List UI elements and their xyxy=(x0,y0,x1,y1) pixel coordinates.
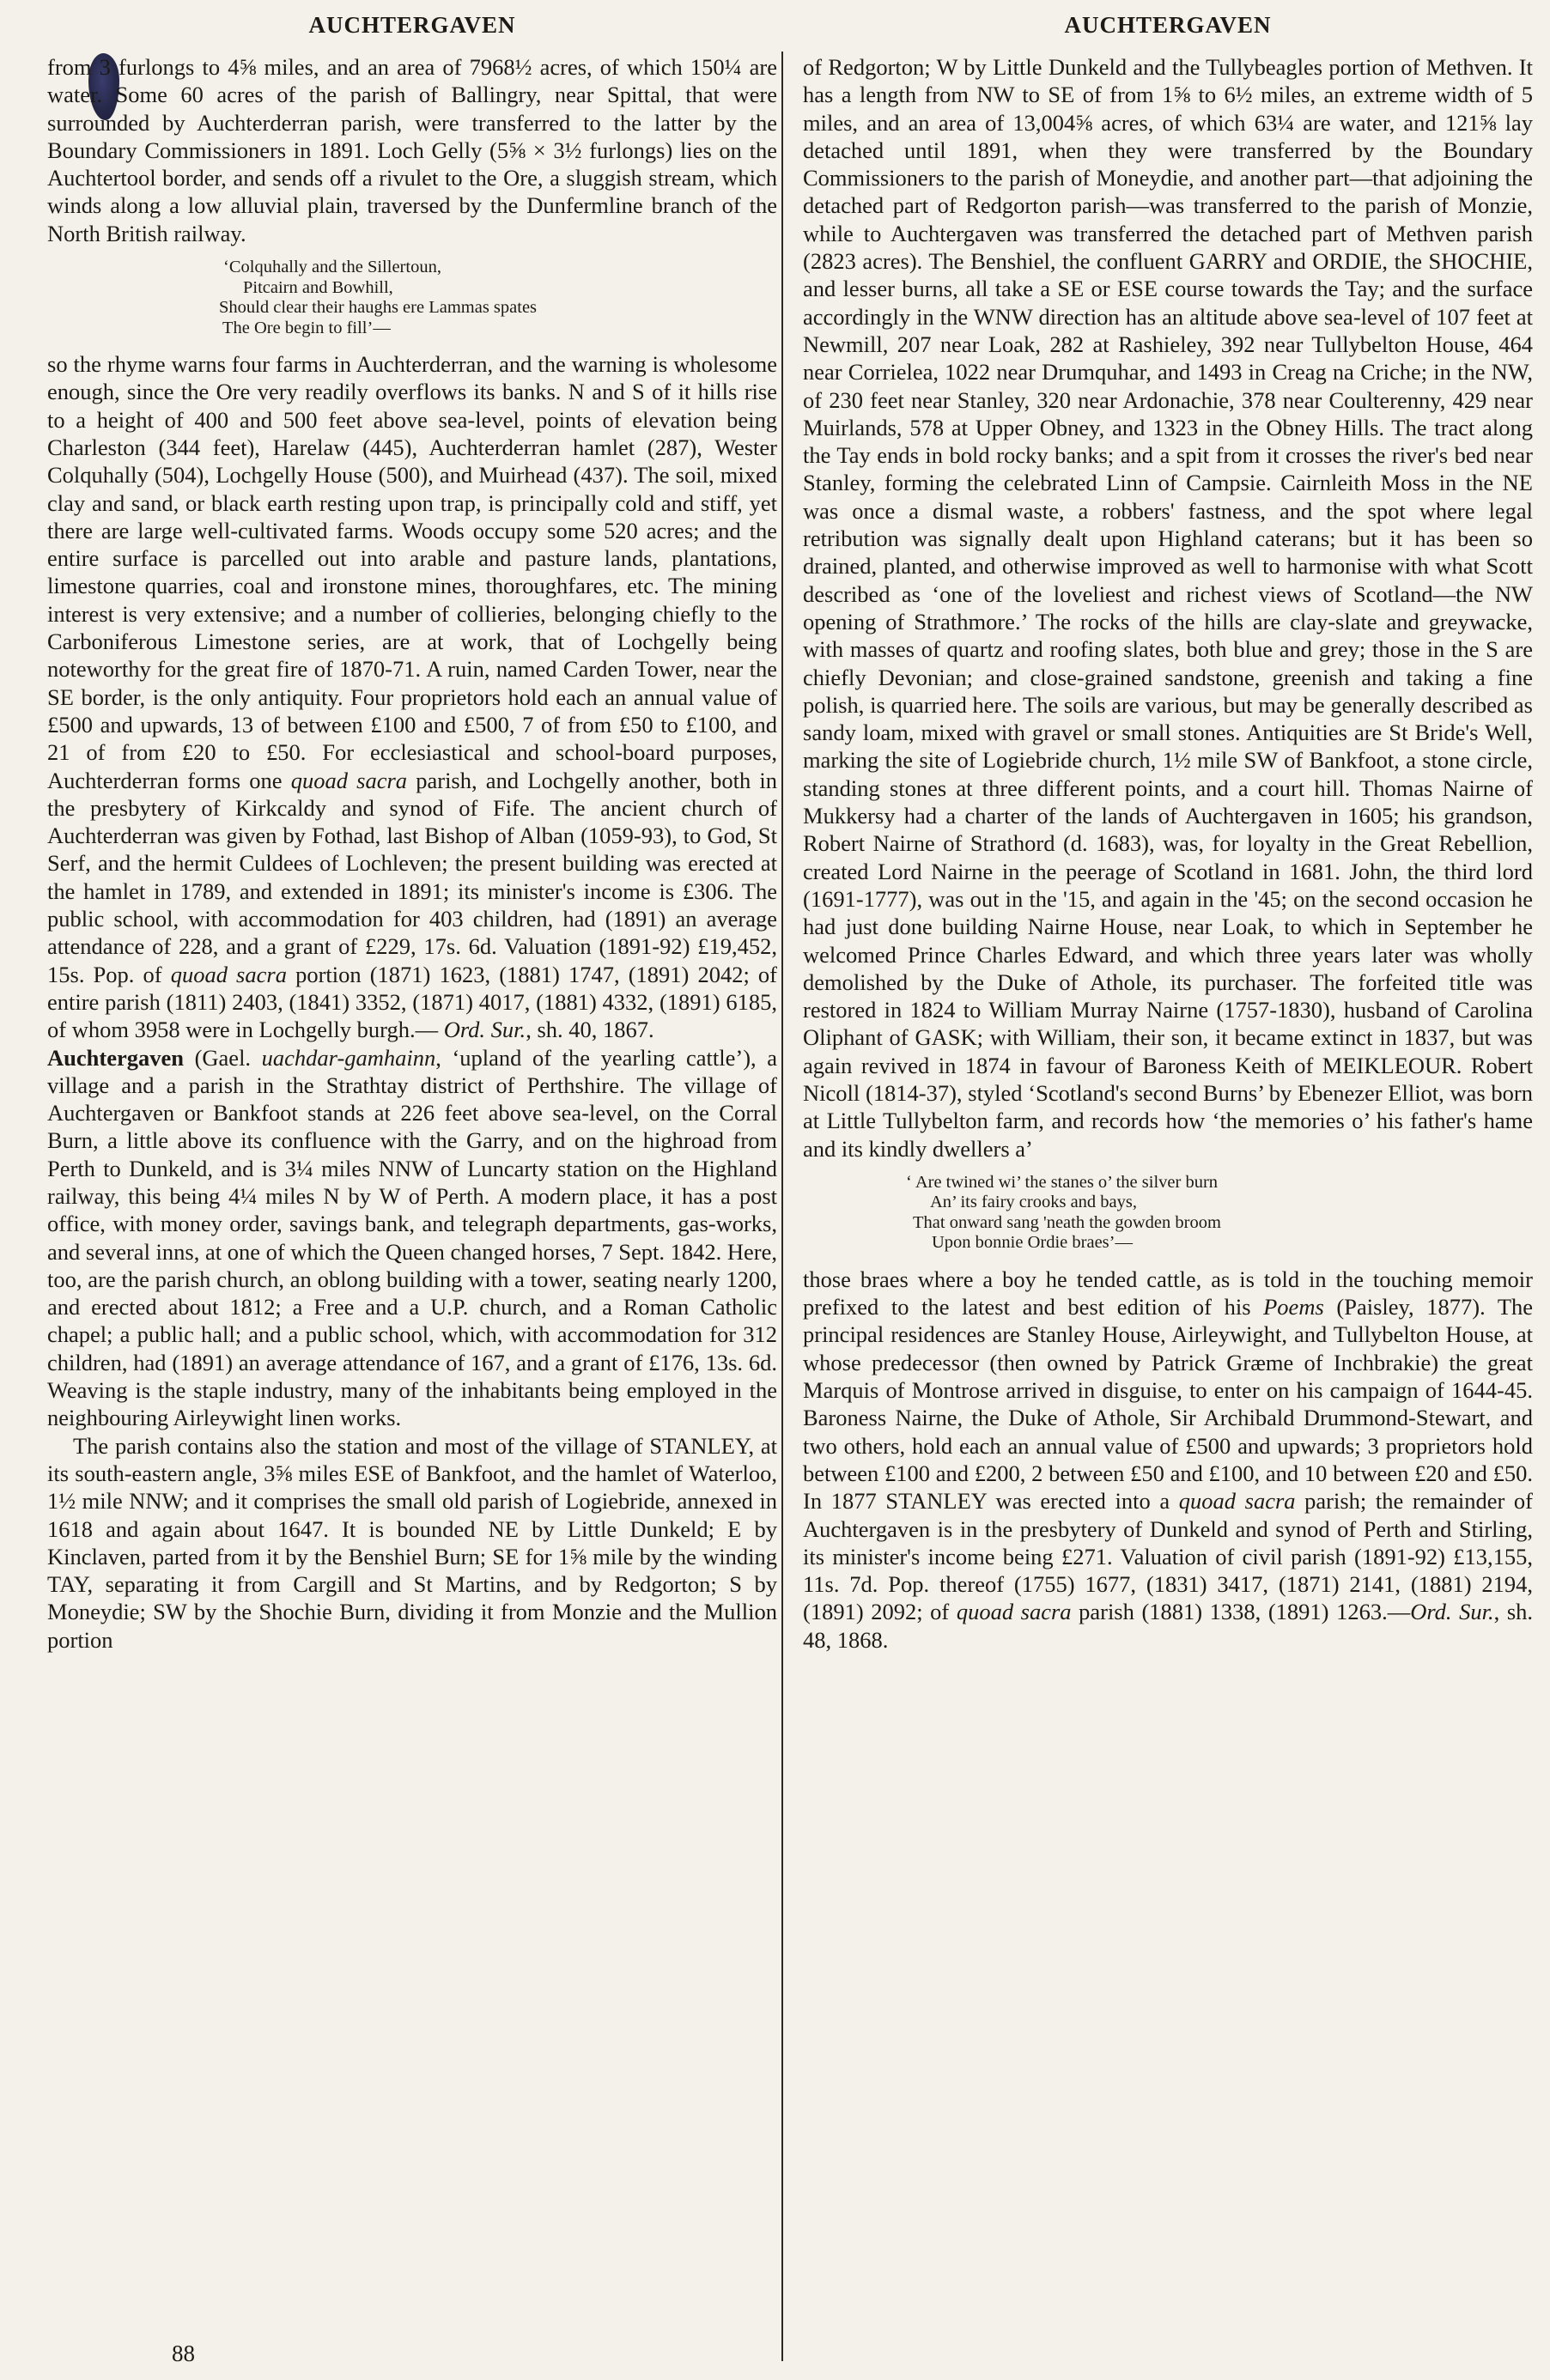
column-divider xyxy=(781,52,783,2361)
right-column xyxy=(803,53,1533,1654)
verse-line: Pitcairn and Bowhill, xyxy=(243,277,393,297)
entry-auchtergaven xyxy=(47,1044,777,1432)
verse-line: That onward sang 'neath the gowden broom xyxy=(913,1212,1221,1232)
text-run: , ‘upland of the yearling cattle’), a village and a parish in the Strathtay district of Perthshire. The village of Auchtergaven or Bankfoot stands at 226 feet above sea-level, on the Corral Burn, a little above its confluence with the Garry, and on the highroad from Perth to Dunkeld, and is 3¼ miles NNW of Luncarty station on the Highland railway, this being 4¼ miles N by W of Perth. A modern place, it has a post office, with money order, savings bank, and telegraph departments, gas-works, and several inns, at one of which the Queen changed horses, 7 Sept. 1842. Here, too, are the parish church, an oblong building with a tower, seating nearly 1200, and erected about 1812; a Free and a U.P. church, and a Roman Catholic chapel; a public hall; and a public school, which, with accommodation for 312 children, had (1891) an average attendance of 167, and a grant of £176, 13s. 6d. Weaving is the staple industry, many of the inhabitants being employed in the neighbouring Airleywight linen works. xyxy=(47,1044,778,1431)
italic-term: quoad sacra xyxy=(290,767,408,793)
text-run: parish; the remainder of Auchtergaven is in the presbytery of Dunkeld and synod of Perth and Stirling, its minister's income being £271. Valuation of civil parish (1891-92) £13,155, 11s. 7d. Pop. thereof (1755) 1677, (1831) 3417, (1871) 2141, (1881) 2194, (1891) 2092; of xyxy=(803,1488,1533,1625)
italic-term: quoad sacra xyxy=(956,1599,1072,1625)
verse-line: ‘ Are twined wi’ the stanes o’ the silver burn xyxy=(906,1172,1219,1192)
italic-term: Ord. Sur. xyxy=(443,1017,526,1043)
verse-quote xyxy=(803,1173,1533,1254)
text-run: , sh. 40, 1867. xyxy=(526,1017,654,1043)
verse-line: Should clear their haughs ere Lammas spates xyxy=(219,298,538,318)
italic-term: quoad sacra xyxy=(1178,1488,1296,1515)
page-number: 88 xyxy=(172,2341,195,2366)
text-run: (Gael. xyxy=(194,1044,252,1071)
paragraph xyxy=(47,350,777,1043)
italic-term: quoad sacra xyxy=(170,961,287,987)
paragraph: from 3 furlongs to 4⅝ miles, and an area of 7968½ acres, of which 150¼ are water. Some 60 acres of the parish of Ballingry, near Spittal, that were surrounded by Auchterderran parish, were transferred to the latter by the Boundary Commissioners in 1891. Loch Gelly (5⅝ × 3½ furlongs) lies on the Auchtertool border, and sends off a rivulet to the Ore, a sluggish stream, which winds along a low alluvial plain, traversed by the Dunfermline branch of the North British railway. xyxy=(47,54,777,246)
italic-term: Ord. Sur. xyxy=(1410,1599,1494,1625)
text-run: (Paisley, 1877). The principal residences are Stanley House, Airleywight, and Tullybelton House, at whose predecessor (then owned by Patrick Græme of Inchbrakie) the great Marquis of Montrose arrived in disguise, to enter on his campaign of 1644-45. Baroness Nairne, the Duke of Athole, Sir Archibald Drummond-Stewart, and two others, hold each an annual value of £500 and upwards; 3 proprietors hold between £100 and £200, 2 between £50 and £100, and 10 between £20 and £50. In 1877 STANLEY was erected into a xyxy=(803,1294,1534,1515)
verse-line: Upon bonnie Ordie braes’— xyxy=(932,1233,1133,1253)
text-run: so the rhyme warns four farms in Auchterderran, and the warning is wholesome enough, since the Ore very readily overflows its banks. N and S of it hills rise to a height of 400 and 500 feet above sea-level, points of elevation being Charleston (344 feet), Harelaw (445), Auchterderran hamlet (287), Wester Colquhally (504), Lochgelly House (500), and Muirhead (437). The soil, mixed clay and sand, or black earth resting upon trap, is principally cold and stiff, yet there are large well-cultivated farms. Woods occupy some 520 acres; and the entire surface is parcelled out into arable and pasture lands, plantations, limestone quarries, coal and ironstone mines, thoroughfares, etc. The mining interest is very extensive; and a number of collieries, belonging chiefly to the Carboniferous Limestone series, are at work, that of Lochgelly being noteworthy for the great fire of 1870-71. A ruin, named Carden Tower, near the SE border, is the only antiquity. Four proprietors hold each an annual value of £500 and upwards, 13 of between £100 and £500, 7 of from £50 to £100, and 21 of from £20 to £50. For ecclesiastical and school-board purposes, Auchterderran forms one xyxy=(47,351,777,793)
verse-quote xyxy=(47,258,777,338)
text-run: parish (1881) 1338, (1891) 1263.— xyxy=(1079,1599,1411,1625)
entry-headword: Auchtergaven xyxy=(47,1044,184,1071)
paragraph: of Redgorton; W by Little Dunkeld and the Tullybeagles portion of Methven. It has a length from NW to SE of from 1⅝ to 6½ miles, an extreme width of 5 miles, and an area of 13,004⅝ acres, of which 63¼ are water, and 121⅝ lay detached until 1891, when they were transferred by the Boundary Commissioners to the parish of Moneydie, and another part—that adjoining the detached part of Redgorton parish—was transferred to the parish of Monzie, while to Auchtergaven was transferred the detached part of Methven parish (2823 acres). The Benshiel, the confluent GARRY and ORDIE, the SHOCHIE, and lesser burns, all take a SE or ESE course towards the Tay; and the surface accordingly in the WNW direction has an altitude above sea-level of 107 feet at Newmill, 207 near Loak, 282 at Rashieley, 392 near Tullybelton House, 464 near Corrielea, 1022 near Drumquhar, and 1493 in Creag na Criche; in the NW, of 230 feet near Stanley, 320 near Ardonachie, 378 near Coulterenny, 429 near Muirlands, 578 at Upper Obney, and 1323 in the Obney Hills. The tract along the Tay ends in bold rocky banks; and a spit from it crosses the river's bed near Stanley, forming the celebrated Linn of Campsie. Cairnleith Moss in the NE was once a dismal waste, a robbers' fastness, and the spot where legal retribution was signally dealt upon Highland caterans; but it has been so drained, planted, and otherwise improved as well to harmonise with what Scott described as ‘one of the loveliest and richest views of Scotland—the NW opening of Strathmore.’ The rocks of the hills are clay-slate and greywacke, with masses of quartz and roofing slates, both blue and grey; those in the S are chiefly Devonian; and close-grained sandstone, greenish and taking a fine polish, is quarried here. The soils are various, but may be generally described as sandy loam, mixed with gravel or small stones. Antiquities are St Bride's Well, marking the site of Logiebride church, 1½ mile SW of Bankfoot, a stone circle, standing stones at three different points, and a court hill. Thomas Nairne of Mukkersy had a charter of the lands of Auchtergaven in 1605; his grandson, Robert Nairne of Strathord (d. 1683), was, for loyalty in the Great Rebellion, created Lord Nairne in the peerage of Scotland in 1681. John, the third lord (1691-1777), was out in the '15, and again in the '45; on the second occasion he had just done building Nairne House, near Loak, to which in September he welcomed Prince Charles Edward, and which three years later was wholly demolished by the Duke of Athole, its purchaser. The forfeited title was restored in 1824 to William Murray Nairne (1757-1830), husband of Carolina Oliphant of GASK; with William, their son, it became extinct in 1837, but was again revived in 1874 in favour of Baroness Keith of MEIKLEOUR. Robert Nicoll (1814-37), styled ‘Scotland's second Burns’ by Ebenezer Elliot, was born at Little Tullybelton farm, and records how ‘the memories o’ his father's hame and its kindly dwellers a’ xyxy=(803,54,1533,1162)
paragraph: The parish contains also the station and most of the village of STANLEY, at its south-eastern angle, 3⅝ miles ESE of Bankfoot, and the hamlet of Waterloo, 1½ mile NNW; and it comprises the small old parish of Logiebride, annexed in 1618 and again about 1647. It is bounded NE by Little Dunkeld; E by Kinclaven, parted from it by the Benshiel Burn; SE for 1⅝ mile by the winding TAY, separating it from Cargill and St Martins, and by Redgorton; S by Moneydie; SW by the Shochie Burn, dividing it from Monzie and the Mullion portion xyxy=(47,1432,777,1653)
running-header-right: AUCHTERGAVEN xyxy=(1064,12,1272,38)
text-run: portion (1871) 1623, (1881) 1747, (1891) 2042; of entire parish (1811) 2403, (1841) 3352, (1871) 4017, (1881) 4332, (1891) 6185, of whom 3958 were in Lochgelly burgh.— xyxy=(47,961,777,1043)
italic-term: uachdar-gamhainn xyxy=(261,1044,436,1071)
italic-term: Poems xyxy=(1263,1294,1324,1321)
paragraph xyxy=(803,1266,1533,1654)
text-run: those braes where a boy he tended cattle, as is told in the touching memoir prefixed to the latest and best edition of his xyxy=(803,1266,1533,1321)
text-run: parish, and Lochgelly another, both in the presbytery of Kirkcaldy and synod of Fife. The ancient church of Auchterderran was given by Fothad, last Bishop of Alban (1059-93), to God, St Serf, and the hermit Culdees of Lochleven; the present building was erected at the hamlet in 1789, and extended in 1891; its minister's income is £306. The public school, with accommodation for 403 children, had (1891) an average attendance of 228, and a grant of £229, 17s. 6d. Valuation (1891-92) £19,452, 15s. Pop. of xyxy=(47,767,778,987)
running-header-left: AUCHTERGAVEN xyxy=(308,12,516,38)
verse-line: The Ore begin to fill’— xyxy=(222,318,391,337)
left-column xyxy=(47,53,777,1654)
verse-line: ‘Colquhally and the Sillertoun, xyxy=(223,258,441,277)
verse-line: An’ its fairy crooks and bays, xyxy=(930,1193,1138,1212)
text-run: , sh. 48, 1868. xyxy=(803,1599,1534,1653)
